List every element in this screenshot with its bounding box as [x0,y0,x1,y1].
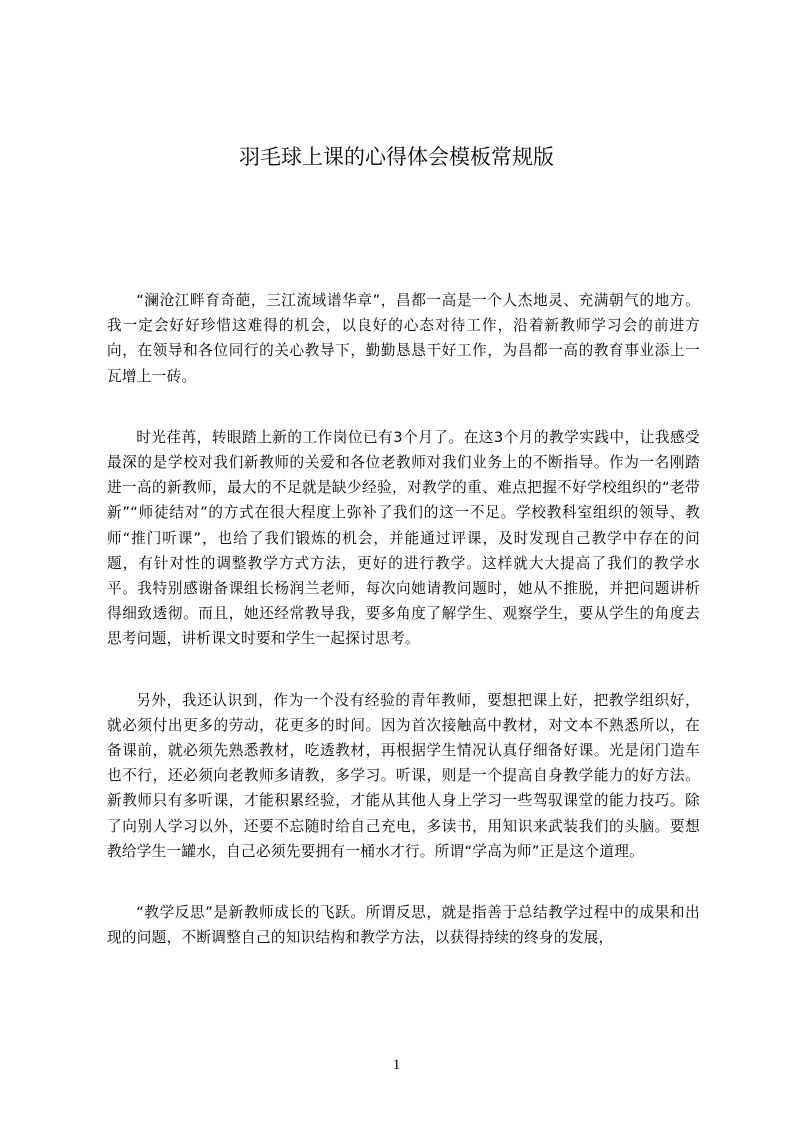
document-body [107,288,700,986]
document-title: 羽毛球上课的心得体会模板常规版 [239,145,554,169]
paragraph: “教学反思”是新教师成长的飞跃。所谓反思，就是指善于总结教学过程中的成果和出现的问题，不断调整自己的知识结构和教学方法，以获得持续的终身的发展， [107,904,700,947]
page-number: 1 [392,1057,401,1073]
paragraph: “澜沧江畔育奇葩，三江流域谱华章”，昌都一高是一个人杰地灵、充满朝气的地方。我一定会好好珍惜这难得的机会，以良好的心态对待工作，沿着新教师学习会的前进方向，在领导和各位同行的关心教导下，勤勤恳恳干好工作，为昌都一高的教育事业添上一瓦增上一砖。 [107,292,700,385]
paragraph: 时光荏苒，转眼踏上新的工作岗位已有3个月了。在这3个月的教学实践中，让我感受最深的是学校对我们新教师的关爱和各位老教师对我们业务上的不断指导。作为一名刚踏进一高的新教师，最大的不足就是缺少经验，对教学的重、难点把握不好学校组织的“老带新”“师徒结对”的方式在很大程度上弥补了我们的这一不足。学校教科室组织的领导、教师“推门听课”，也给了我们锻炼的机会，并能通过评课，及时发现自己教学中存在的问题，有针对性的调整教学方式方法，更好的进行教学。这样就大大提高了我们的教学水平。我特别感谢备课组长杨润兰老师，每次向她请教问题时，她从不推脱，并把问题讲析得细致透彻。而且，她还经常教导我，要多角度了解学生、观察学生，要从学生的角度去思考问题，讲析课文时要和学生一起探讨思考。 [107,428,700,648]
paragraph: 另外，我还认识到，作为一个没有经验的青年教师，要想把课上好，把教学组织好，就必须付出更多的劳动，花更多的时间。因为首次接触高中教材，对文本不熟悉所以，在备课前，就必须先熟悉教材，吃透教材，再根据学生情况认真仔细备好课。光是闭门造车也不行，还必须向老教师多请教，多学习。听课，则是一个提高自身教学能力的好方法。新教师只有多听课，才能积累经验，才能从其他人身上学习一些驾驭课堂的能力技巧。除了向别人学习以外，还要不忘随时给自己充电，多读书，用知识来武装我们的头脑。要想教给学生一罐水，自己必须先要拥有一桶水才行。所谓“学高为师”正是这个道理。 [107,691,700,860]
